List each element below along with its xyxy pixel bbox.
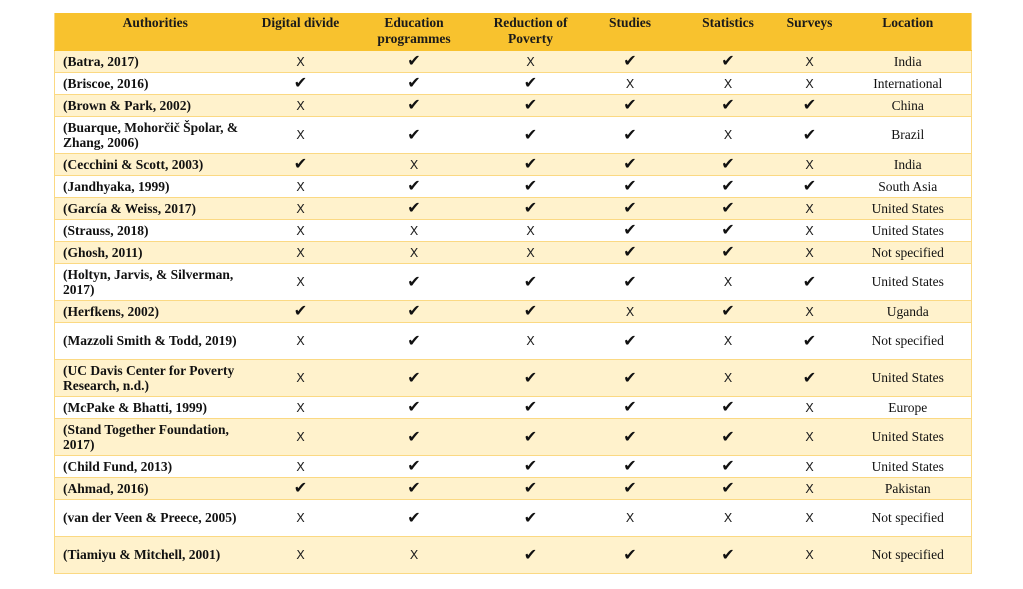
checkmark-icon: ✔ bbox=[523, 544, 538, 564]
mark-cell bbox=[346, 264, 483, 301]
table-row bbox=[55, 198, 972, 220]
mark-cell bbox=[775, 242, 845, 264]
header-location: Location bbox=[845, 13, 972, 51]
checkmark-icon: ✔ bbox=[407, 367, 421, 387]
mark-cell bbox=[346, 242, 483, 264]
mark-cell bbox=[579, 397, 682, 419]
mark-cell bbox=[256, 419, 346, 456]
cross-mark-icon: X bbox=[296, 274, 305, 290]
checkmark-icon: ✔ bbox=[407, 426, 421, 446]
mark-cell bbox=[579, 478, 682, 500]
checkmark-icon: ✔ bbox=[523, 176, 538, 196]
authority-cell: (Stand Together Foundation, 2017) bbox=[55, 419, 256, 456]
checkmark-icon: ✔ bbox=[721, 220, 735, 240]
cross-mark-icon: X bbox=[409, 244, 419, 260]
checkmark-icon: ✔ bbox=[523, 397, 538, 417]
authority-cell: (Mazzoli Smith & Todd, 2019) bbox=[55, 323, 256, 360]
table-row bbox=[55, 242, 972, 264]
checkmark-icon: ✔ bbox=[407, 95, 421, 115]
cross-mark-icon: X bbox=[409, 156, 419, 172]
location-cell: United States bbox=[845, 264, 972, 301]
cross-mark-icon: X bbox=[723, 333, 733, 349]
location-cell: United States bbox=[845, 456, 972, 478]
cross-mark-icon: X bbox=[296, 510, 305, 526]
checkmark-icon: ✔ bbox=[407, 124, 421, 144]
table-row bbox=[55, 176, 972, 198]
checkmark-icon: ✔ bbox=[802, 330, 817, 350]
mark-cell bbox=[256, 500, 346, 537]
table-row bbox=[55, 478, 972, 500]
mark-cell bbox=[775, 456, 845, 478]
mark-cell bbox=[346, 500, 483, 537]
cross-mark-icon: X bbox=[723, 127, 733, 143]
mark-cell bbox=[256, 301, 346, 323]
checkmark-icon: ✔ bbox=[293, 301, 308, 321]
mark-cell bbox=[256, 176, 346, 198]
mark-cell bbox=[775, 73, 845, 95]
checkmark-icon: ✔ bbox=[407, 271, 421, 291]
mark-cell bbox=[775, 176, 845, 198]
mark-cell bbox=[483, 242, 579, 264]
mark-cell bbox=[256, 537, 346, 574]
cross-mark-icon: X bbox=[296, 547, 305, 563]
mark-cell bbox=[579, 198, 682, 220]
checkmark-icon: ✔ bbox=[523, 426, 538, 446]
cross-mark-icon: X bbox=[296, 244, 305, 260]
mark-cell bbox=[579, 95, 682, 117]
checkmark-icon: ✔ bbox=[407, 51, 421, 71]
mark-cell bbox=[483, 176, 579, 198]
mark-cell bbox=[579, 73, 682, 95]
mark-cell bbox=[682, 537, 775, 574]
checkmark-icon: ✔ bbox=[523, 271, 538, 291]
mark-cell bbox=[579, 360, 682, 397]
header-studies: Studies bbox=[579, 13, 682, 51]
checkmark-icon: ✔ bbox=[623, 154, 637, 174]
mark-cell bbox=[346, 73, 483, 95]
cross-mark-icon: X bbox=[526, 222, 535, 238]
cross-mark-icon: X bbox=[625, 510, 635, 526]
mark-cell bbox=[579, 323, 682, 360]
checkmark-icon: ✔ bbox=[802, 95, 817, 115]
comparison-table bbox=[54, 13, 972, 574]
checkmark-icon: ✔ bbox=[721, 242, 735, 262]
location-cell: Not specified bbox=[845, 500, 972, 537]
checkmark-icon: ✔ bbox=[407, 397, 421, 417]
checkmark-icon: ✔ bbox=[721, 198, 735, 218]
mark-cell bbox=[346, 323, 483, 360]
mark-cell bbox=[346, 360, 483, 397]
checkmark-icon: ✔ bbox=[407, 73, 421, 93]
mark-cell bbox=[682, 242, 775, 264]
cross-mark-icon: X bbox=[526, 244, 535, 260]
cross-mark-icon: X bbox=[296, 458, 305, 474]
mark-cell bbox=[682, 117, 775, 154]
mark-cell bbox=[579, 301, 682, 323]
mark-cell bbox=[346, 478, 483, 500]
checkmark-icon: ✔ bbox=[523, 73, 538, 93]
location-cell: United States bbox=[845, 198, 972, 220]
mark-cell bbox=[346, 117, 483, 154]
checkmark-icon: ✔ bbox=[523, 301, 538, 321]
table-row bbox=[55, 220, 972, 242]
cross-mark-icon: X bbox=[805, 200, 814, 216]
mark-cell bbox=[682, 478, 775, 500]
mark-cell bbox=[682, 51, 775, 73]
mark-cell bbox=[256, 51, 346, 73]
checkmark-icon: ✔ bbox=[293, 154, 308, 174]
mark-cell bbox=[682, 95, 775, 117]
mark-cell bbox=[579, 117, 682, 154]
mark-cell bbox=[682, 220, 775, 242]
mark-cell bbox=[256, 95, 346, 117]
authority-cell: (Buarque, Mohorčič Špolar, & Zhang, 2006) bbox=[55, 117, 256, 154]
cross-mark-icon: X bbox=[805, 429, 814, 445]
checkmark-icon: ✔ bbox=[523, 507, 538, 527]
cross-mark-icon: X bbox=[805, 53, 814, 69]
mark-cell bbox=[256, 264, 346, 301]
checkmark-icon: ✔ bbox=[523, 95, 538, 115]
checkmark-icon: ✔ bbox=[721, 456, 735, 476]
table-row bbox=[55, 537, 972, 574]
checkmark-icon: ✔ bbox=[407, 198, 421, 218]
mark-cell bbox=[775, 198, 845, 220]
table-row bbox=[55, 117, 972, 154]
mark-cell bbox=[579, 537, 682, 574]
checkmark-icon: ✔ bbox=[623, 544, 637, 564]
comparison-table-container bbox=[54, 13, 971, 574]
mark-cell bbox=[483, 537, 579, 574]
mark-cell bbox=[682, 198, 775, 220]
checkmark-icon: ✔ bbox=[802, 271, 817, 291]
checkmark-icon: ✔ bbox=[407, 478, 421, 498]
mark-cell bbox=[256, 242, 346, 264]
mark-cell bbox=[775, 220, 845, 242]
authority-cell: (Brown & Park, 2002) bbox=[55, 95, 256, 117]
checkmark-icon: ✔ bbox=[293, 73, 308, 93]
table-row bbox=[55, 73, 972, 95]
checkmark-icon: ✔ bbox=[407, 456, 421, 476]
checkmark-icon: ✔ bbox=[721, 301, 735, 321]
checkmark-icon: ✔ bbox=[523, 478, 538, 498]
mark-cell bbox=[775, 478, 845, 500]
mark-cell bbox=[256, 117, 346, 154]
mark-cell bbox=[346, 456, 483, 478]
mark-cell bbox=[256, 323, 346, 360]
table-row bbox=[55, 419, 972, 456]
authority-cell: (Ahmad, 2016) bbox=[55, 478, 256, 500]
authority-cell: (McPake & Bhatti, 1999) bbox=[55, 397, 256, 419]
mark-cell bbox=[682, 301, 775, 323]
cross-mark-icon: X bbox=[625, 303, 635, 319]
mark-cell bbox=[346, 419, 483, 456]
checkmark-icon: ✔ bbox=[802, 176, 817, 196]
table-row bbox=[55, 264, 972, 301]
mark-cell bbox=[483, 301, 579, 323]
mark-cell bbox=[483, 264, 579, 301]
mark-cell bbox=[483, 198, 579, 220]
mark-cell bbox=[775, 51, 845, 73]
checkmark-icon: ✔ bbox=[523, 124, 538, 144]
checkmark-icon: ✔ bbox=[523, 367, 538, 387]
mark-cell bbox=[346, 176, 483, 198]
cross-mark-icon: X bbox=[296, 53, 305, 69]
cross-mark-icon: X bbox=[805, 222, 814, 238]
mark-cell bbox=[682, 397, 775, 419]
checkmark-icon: ✔ bbox=[523, 456, 538, 476]
location-cell: United States bbox=[845, 360, 972, 397]
mark-cell bbox=[256, 220, 346, 242]
cross-mark-icon: X bbox=[805, 458, 814, 474]
cross-mark-icon: X bbox=[296, 200, 305, 216]
checkmark-icon: ✔ bbox=[623, 124, 637, 144]
checkmark-icon: ✔ bbox=[721, 176, 735, 196]
checkmark-icon: ✔ bbox=[523, 154, 538, 174]
cross-mark-icon: X bbox=[296, 333, 305, 349]
header-reduction-of-poverty: Reduction of Poverty bbox=[483, 13, 579, 51]
authority-cell: (UC Davis Center for Poverty Research, n.d.) bbox=[55, 360, 256, 397]
table-row bbox=[55, 323, 972, 360]
location-cell: United States bbox=[845, 419, 972, 456]
authority-cell: (van der Veen & Preece, 2005) bbox=[55, 500, 256, 537]
checkmark-icon: ✔ bbox=[407, 507, 421, 527]
location-cell: India bbox=[845, 154, 972, 176]
checkmark-icon: ✔ bbox=[523, 198, 538, 218]
authority-cell: (Child Fund, 2013) bbox=[55, 456, 256, 478]
mark-cell bbox=[682, 419, 775, 456]
cross-mark-icon: X bbox=[723, 510, 733, 526]
cross-mark-icon: X bbox=[723, 370, 733, 386]
cross-mark-icon: X bbox=[805, 547, 814, 563]
table-row bbox=[55, 500, 972, 537]
mark-cell bbox=[579, 456, 682, 478]
mark-cell bbox=[483, 360, 579, 397]
mark-cell bbox=[682, 500, 775, 537]
mark-cell bbox=[579, 51, 682, 73]
mark-cell bbox=[579, 500, 682, 537]
mark-cell bbox=[256, 198, 346, 220]
cross-mark-icon: X bbox=[526, 53, 535, 69]
mark-cell bbox=[483, 456, 579, 478]
location-cell: Not specified bbox=[845, 537, 972, 574]
checkmark-icon: ✔ bbox=[407, 330, 421, 350]
mark-cell bbox=[346, 51, 483, 73]
location-cell: India bbox=[845, 51, 972, 73]
table-row bbox=[55, 51, 972, 73]
mark-cell bbox=[579, 242, 682, 264]
mark-cell bbox=[256, 397, 346, 419]
mark-cell bbox=[682, 360, 775, 397]
cross-mark-icon: X bbox=[805, 303, 814, 319]
mark-cell bbox=[483, 73, 579, 95]
checkmark-icon: ✔ bbox=[623, 271, 637, 291]
checkmark-icon: ✔ bbox=[721, 397, 735, 417]
mark-cell bbox=[682, 73, 775, 95]
mark-cell bbox=[775, 154, 845, 176]
mark-cell bbox=[682, 176, 775, 198]
cross-mark-icon: X bbox=[625, 75, 635, 91]
mark-cell bbox=[775, 301, 845, 323]
checkmark-icon: ✔ bbox=[623, 426, 637, 446]
location-cell: Uganda bbox=[845, 301, 972, 323]
mark-cell bbox=[775, 397, 845, 419]
header-statistics: Statistics bbox=[682, 13, 775, 51]
authority-cell: (Holtyn, Jarvis, & Silverman, 2017) bbox=[55, 264, 256, 301]
location-cell: International bbox=[845, 73, 972, 95]
mark-cell bbox=[682, 323, 775, 360]
cross-mark-icon: X bbox=[805, 75, 814, 91]
checkmark-icon: ✔ bbox=[293, 478, 308, 498]
mark-cell bbox=[579, 264, 682, 301]
mark-cell bbox=[483, 500, 579, 537]
table-body bbox=[55, 51, 972, 574]
mark-cell bbox=[775, 95, 845, 117]
checkmark-icon: ✔ bbox=[802, 124, 817, 144]
mark-cell bbox=[579, 419, 682, 456]
checkmark-icon: ✔ bbox=[721, 544, 735, 564]
checkmark-icon: ✔ bbox=[721, 154, 735, 174]
mark-cell bbox=[346, 154, 483, 176]
mark-cell bbox=[483, 51, 579, 73]
checkmark-icon: ✔ bbox=[623, 367, 637, 387]
checkmark-icon: ✔ bbox=[407, 176, 421, 196]
checkmark-icon: ✔ bbox=[721, 51, 735, 71]
mark-cell bbox=[682, 264, 775, 301]
header-row bbox=[55, 13, 972, 51]
mark-cell bbox=[483, 220, 579, 242]
table-row bbox=[55, 301, 972, 323]
cross-mark-icon: X bbox=[409, 222, 419, 238]
table-row bbox=[55, 397, 972, 419]
location-cell: United States bbox=[845, 220, 972, 242]
location-cell: Pakistan bbox=[845, 478, 972, 500]
cross-mark-icon: X bbox=[805, 399, 814, 415]
authority-cell: (Ghosh, 2011) bbox=[55, 242, 256, 264]
authority-cell: (Tiamiyu & Mitchell, 2001) bbox=[55, 537, 256, 574]
location-cell: China bbox=[845, 95, 972, 117]
mark-cell bbox=[483, 397, 579, 419]
cross-mark-icon: X bbox=[723, 274, 733, 290]
cross-mark-icon: X bbox=[805, 156, 814, 172]
mark-cell bbox=[256, 360, 346, 397]
cross-mark-icon: X bbox=[409, 547, 419, 563]
table-row bbox=[55, 456, 972, 478]
mark-cell bbox=[775, 537, 845, 574]
checkmark-icon: ✔ bbox=[623, 397, 637, 417]
cross-mark-icon: X bbox=[296, 429, 305, 445]
checkmark-icon: ✔ bbox=[407, 301, 421, 321]
mark-cell bbox=[346, 301, 483, 323]
mark-cell bbox=[579, 176, 682, 198]
checkmark-icon: ✔ bbox=[623, 242, 637, 262]
checkmark-icon: ✔ bbox=[721, 478, 735, 498]
header-surveys: Surveys bbox=[775, 13, 845, 51]
mark-cell bbox=[775, 323, 845, 360]
mark-cell bbox=[775, 117, 845, 154]
table-row bbox=[55, 154, 972, 176]
checkmark-icon: ✔ bbox=[802, 367, 817, 387]
cross-mark-icon: X bbox=[296, 178, 305, 194]
authority-cell: (Strauss, 2018) bbox=[55, 220, 256, 242]
location-cell: Not specified bbox=[845, 323, 972, 360]
authority-cell: (Cecchini & Scott, 2003) bbox=[55, 154, 256, 176]
mark-cell bbox=[483, 117, 579, 154]
cross-mark-icon: X bbox=[805, 510, 814, 526]
mark-cell bbox=[775, 419, 845, 456]
mark-cell bbox=[483, 154, 579, 176]
mark-cell bbox=[775, 264, 845, 301]
mark-cell bbox=[682, 456, 775, 478]
checkmark-icon: ✔ bbox=[623, 456, 637, 476]
mark-cell bbox=[346, 220, 483, 242]
cross-mark-icon: X bbox=[296, 399, 305, 415]
checkmark-icon: ✔ bbox=[623, 330, 637, 350]
header-digital-divide: Digital divide bbox=[256, 13, 346, 51]
checkmark-icon: ✔ bbox=[623, 198, 637, 218]
mark-cell bbox=[483, 323, 579, 360]
header-authorities: Authorities bbox=[55, 13, 256, 51]
cross-mark-icon: X bbox=[296, 97, 305, 113]
checkmark-icon: ✔ bbox=[623, 51, 637, 71]
checkmark-icon: ✔ bbox=[721, 426, 735, 446]
checkmark-icon: ✔ bbox=[721, 95, 735, 115]
header-education-programmes: Education programmes bbox=[346, 13, 483, 51]
cross-mark-icon: X bbox=[805, 244, 814, 260]
checkmark-icon: ✔ bbox=[623, 478, 637, 498]
mark-cell bbox=[579, 154, 682, 176]
mark-cell bbox=[775, 500, 845, 537]
mark-cell bbox=[483, 419, 579, 456]
table-row bbox=[55, 360, 972, 397]
mark-cell bbox=[682, 154, 775, 176]
mark-cell bbox=[775, 360, 845, 397]
location-cell: Europe bbox=[845, 397, 972, 419]
table-row bbox=[55, 95, 972, 117]
mark-cell bbox=[256, 154, 346, 176]
checkmark-icon: ✔ bbox=[623, 176, 637, 196]
location-cell: South Asia bbox=[845, 176, 972, 198]
cross-mark-icon: X bbox=[723, 75, 733, 91]
mark-cell bbox=[346, 198, 483, 220]
mark-cell bbox=[346, 95, 483, 117]
authority-cell: (Batra, 2017) bbox=[55, 51, 256, 73]
cross-mark-icon: X bbox=[805, 480, 814, 496]
authority-cell: (Briscoe, 2016) bbox=[55, 73, 256, 95]
mark-cell bbox=[256, 73, 346, 95]
mark-cell bbox=[256, 478, 346, 500]
checkmark-icon: ✔ bbox=[623, 95, 637, 115]
authority-cell: (Jandhyaka, 1999) bbox=[55, 176, 256, 198]
cross-mark-icon: X bbox=[296, 222, 305, 238]
checkmark-icon: ✔ bbox=[623, 220, 637, 240]
mark-cell bbox=[483, 478, 579, 500]
location-cell: Brazil bbox=[845, 117, 972, 154]
cross-mark-icon: X bbox=[296, 370, 305, 386]
cross-mark-icon: X bbox=[296, 127, 305, 143]
cross-mark-icon: X bbox=[526, 333, 535, 349]
mark-cell bbox=[346, 537, 483, 574]
location-cell: Not specified bbox=[845, 242, 972, 264]
mark-cell bbox=[346, 397, 483, 419]
mark-cell bbox=[579, 220, 682, 242]
mark-cell bbox=[256, 456, 346, 478]
mark-cell bbox=[483, 95, 579, 117]
authority-cell: (García & Weiss, 2017) bbox=[55, 198, 256, 220]
authority-cell: (Herfkens, 2002) bbox=[55, 301, 256, 323]
